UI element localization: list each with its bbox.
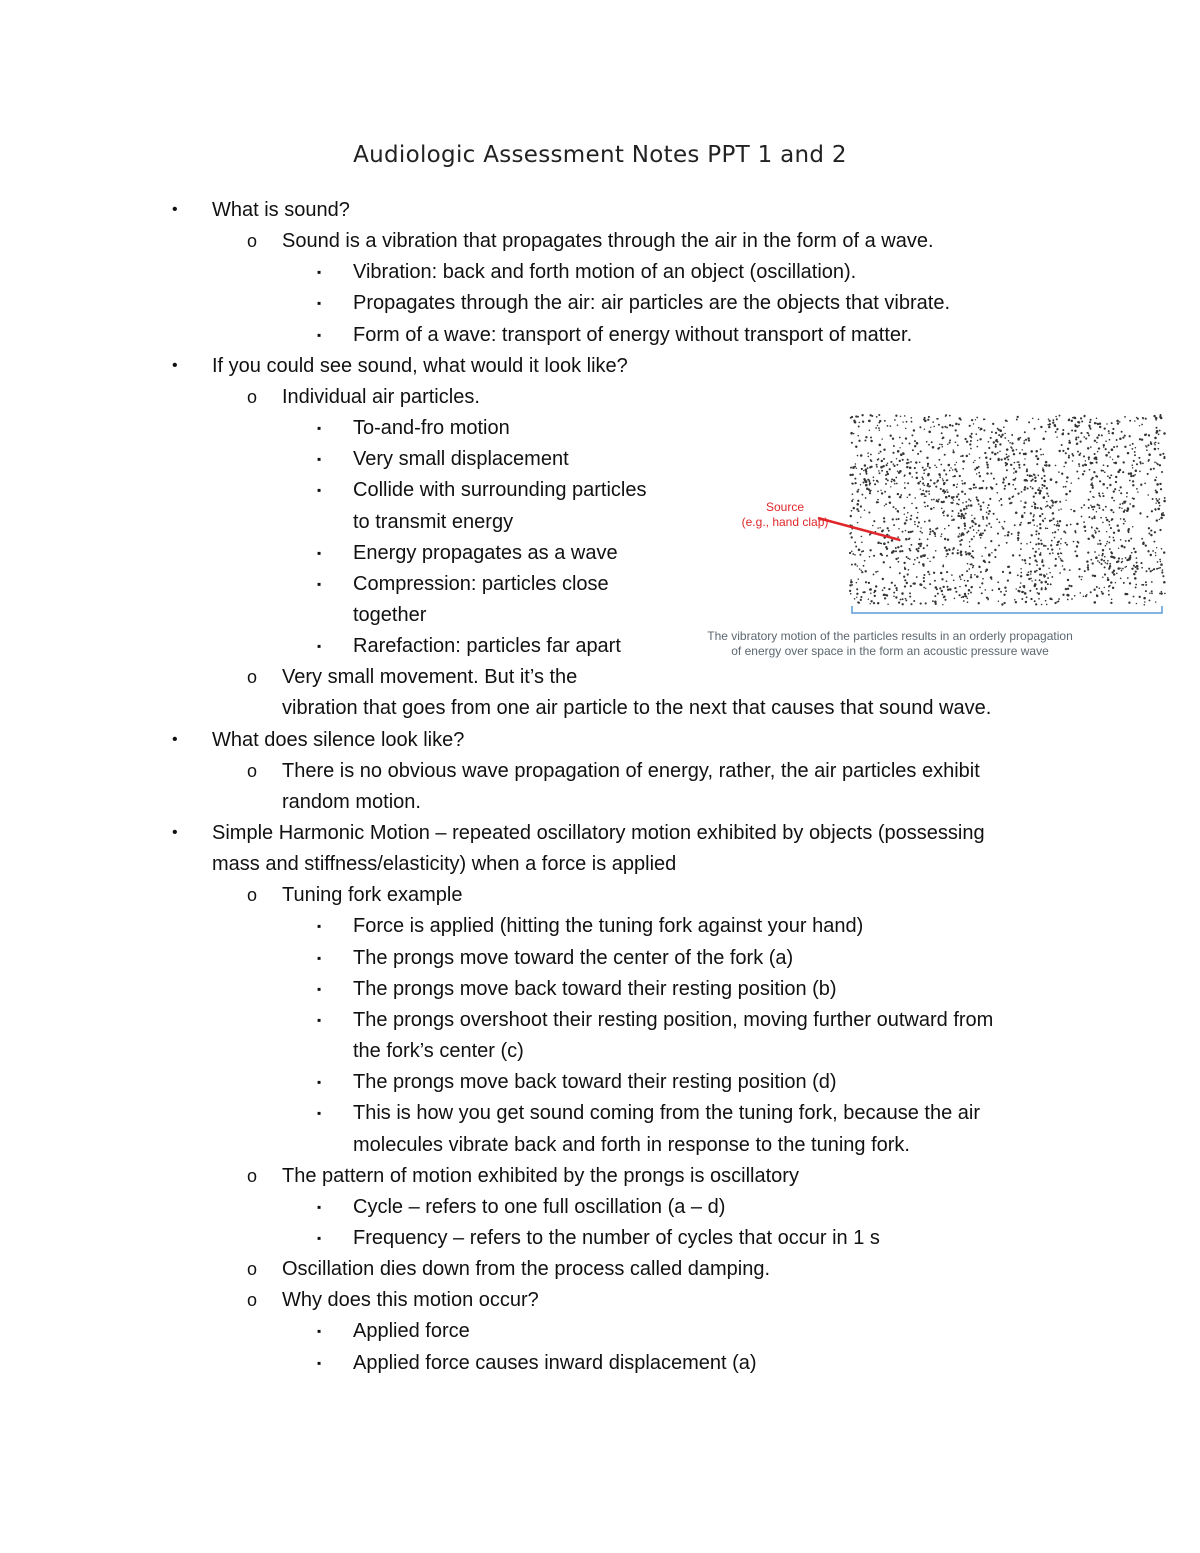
bullet-marker: • [172,201,178,218]
bullet-marker: ▪ [317,546,322,560]
outline-item-level-3: Applied force [353,1320,470,1342]
outline-item-level-3: to transmit energy [353,511,514,533]
bullet-marker: ▪ [317,483,322,497]
outline-item-level-3: molecules vibrate back and forth in response to the tuning fork. [353,1134,910,1156]
bullet-marker: o [247,1166,258,1186]
particle-dots [849,414,1166,606]
bullet-marker: o [247,885,258,905]
outline-item-level-3: together [353,604,427,626]
outline-item-level-3: The prongs move back toward their resting position (d) [353,1071,837,1093]
bullet-marker: ▪ [317,452,322,466]
outline-item-level-3: Vibration: back and forth motion of an object (oscillation). [353,261,857,283]
outline-item-level-1: If you could see sound, what would it look like? [212,355,628,377]
outline-item-level-3: The prongs move toward the center of the fork (a) [353,947,794,969]
outline-item-level-2: Why does this motion occur? [282,1289,539,1311]
bullet-marker: o [247,761,258,781]
outline-item-level-3: the fork’s center (c) [353,1040,524,1062]
outline-item-level-3: Applied force causes inward displacement (a) [353,1352,757,1374]
page-title: Audiologic Assessment Notes PPT 1 and 2 [353,142,847,168]
outline-item-level-1: What is sound? [212,199,350,221]
sound-wave-figure [700,410,1180,670]
outline-item-level-3: Very small displacement [353,448,569,470]
outline-item-level-2: Tuning fork example [282,884,463,906]
outline-item-level-3: Energy propagates as a wave [353,542,618,564]
bullet-marker: ▪ [317,1356,322,1370]
bullet-marker: ▪ [317,1231,322,1245]
figure-caption-line2: of energy over space in the form an acoustic pressure wave [731,644,1049,658]
bullet-marker: o [247,387,258,407]
outline-item-level-3: This is how you get sound coming from the tuning fork, because the air [353,1102,981,1124]
source-label-line1: Source [765,500,805,514]
outline-item-level-1: Simple Harmonic Motion – repeated oscillatory motion exhibited by objects (possessing [212,822,985,844]
bullet-marker: o [247,231,258,251]
bullet-marker: ▪ [317,1106,322,1120]
outline-item-level-3: Rarefaction: particles far apart [353,635,621,657]
bullet-marker: o [247,667,258,687]
outline-item-level-2: Sound is a vibration that propagates through the air in the form of a wave. [282,230,934,252]
outline-item-level-3: Propagates through the air: air particles are the objects that vibrate. [353,292,951,314]
outline-item-level-3: The prongs overshoot their resting position, moving further outward from [353,1009,994,1031]
bullet-marker: • [172,357,178,374]
bullet-marker: ▪ [317,421,322,435]
bullet-marker: o [247,1259,258,1279]
outline-item-level-2: random motion. [282,791,421,813]
bullet-marker: ▪ [317,1200,322,1214]
outline-item-level-1: mass and stiffness/elasticity) when a force is applied [212,853,677,875]
outline-item-level-2: The pattern of motion exhibited by the prongs is oscillatory [282,1165,799,1187]
outline-item-level-3: Cycle – refers to one full oscillation (a – d) [353,1196,726,1218]
outline-item-level-2: Very small movement. But it’s the [282,666,578,688]
bullet-marker: ▪ [317,577,322,591]
bullet-marker: ▪ [317,1013,322,1027]
outline-item-level-3: Collide with surrounding particles [353,479,647,501]
outline-item-level-3: Frequency – refers to the number of cycles that occur in 1 s [353,1227,880,1249]
outline-item-level-3: To-and-fro motion [353,417,510,439]
outline-item-level-3: Compression: particles close [353,573,609,595]
bullet-marker: • [172,731,178,748]
bullet-marker: ▪ [317,639,322,653]
outline-item-level-3: Force is applied (hitting the tuning fork against your hand) [353,915,864,937]
propagation-bracket [852,606,1162,613]
bullet-marker: ▪ [317,982,322,996]
figure-caption-line1: The vibratory motion of the particles results in an orderly propagation [707,629,1073,643]
source-label [720,500,850,530]
outline-item-level-2: vibration that goes from one air particle to the next that causes that sound wave. [282,697,992,719]
bullet-marker: ▪ [317,1075,322,1089]
outline-item-level-2: Individual air particles. [282,386,480,408]
outline-item-level-3: Form of a wave: transport of energy without transport of matter. [353,324,913,346]
bullet-marker: o [247,1290,258,1310]
outline-item-level-2: There is no obvious wave propagation of energy, rather, the air particles exhibit [282,760,980,782]
source-label-line2: (e.g., hand clap) [741,515,829,529]
bullet-marker: ▪ [317,1324,322,1338]
bullet-marker: ▪ [317,951,322,965]
bullet-marker: ▪ [317,296,322,310]
bullet-marker: ▪ [317,919,322,933]
bullet-marker: • [172,824,178,841]
figure-caption [700,629,1080,659]
outline-item-level-3: The prongs move back toward their resting position (b) [353,978,837,1000]
outline-item-level-1: What does silence look like? [212,729,465,751]
bullet-marker: ▪ [317,328,322,342]
outline-item-level-2: Oscillation dies down from the process called damping. [282,1258,771,1280]
bullet-marker: ▪ [317,265,322,279]
